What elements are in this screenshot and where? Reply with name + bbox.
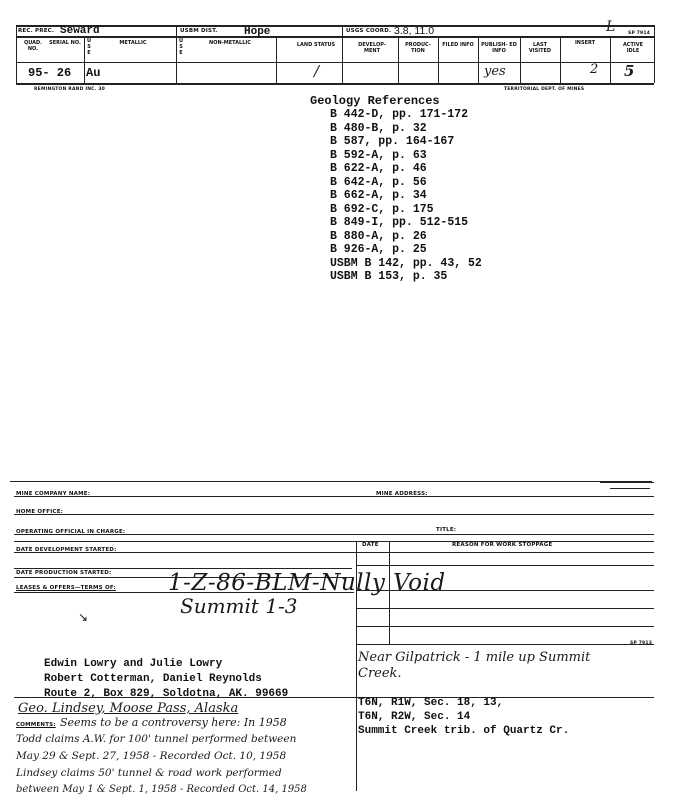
comments-line-4: Lindsey claims 50' tunnel & road work performed bbox=[16, 767, 282, 779]
reference-item: USBM B 142, pp. 43, 52 bbox=[330, 256, 482, 270]
location-handwriting-2: Creek. bbox=[358, 666, 402, 681]
form-number-lower: SP 7913 bbox=[630, 641, 653, 646]
usgs-coord-label: USGS COORD. bbox=[346, 28, 392, 34]
operating-official-label: OPERATING OFFICIAL IN CHARGE: bbox=[16, 529, 126, 535]
insert-label: INSERT bbox=[574, 40, 596, 46]
production-label: PRODUC- TION bbox=[405, 42, 431, 54]
location-typed-1: T6N, R1W, Sec. 18, 13, bbox=[358, 697, 504, 709]
comments-line-2: Todd claims A.W. for 100' tunnel performed between bbox=[16, 733, 297, 745]
owner-handwriting: Geo. Lindsey, Moose Pass, Alaska bbox=[18, 701, 239, 716]
home-office-label: HOME OFFICE: bbox=[16, 509, 64, 515]
comments-label: COMMENTS: bbox=[16, 722, 56, 728]
location-typed-3: Summit Creek trib. of Quartz Cr. bbox=[358, 725, 570, 737]
reference-item: B 926-A, p. 25 bbox=[330, 243, 427, 256]
usbm-dist-value: Hope bbox=[244, 26, 271, 38]
date-production-label: DATE PRODUCTION STARTED: bbox=[16, 570, 112, 576]
reference-item: B 442-D, pp. 171-172 bbox=[330, 108, 469, 121]
reference-item: B 592-A, p. 63 bbox=[330, 148, 427, 162]
territorial-label: TERRITORIAL DEPT. OF MINES bbox=[504, 87, 585, 92]
owner-line-1: Edwin Lowry and Julie Lowry bbox=[44, 658, 223, 670]
owner-line-3: Route 2, Box 829, Soldotna, AK. 99669 bbox=[44, 688, 289, 700]
quad-value: 95- 26 bbox=[28, 66, 72, 80]
quad-label: QUAD. NO. bbox=[23, 40, 43, 52]
use-metallic: U S E bbox=[86, 38, 92, 56]
mine-company-label: MINE COMPANY NAME: bbox=[16, 491, 91, 497]
date-development-label: DATE DEVELOPMENT STARTED: bbox=[16, 547, 117, 553]
comments-line-5: between May 1 & Sept. 1, 1958 - Recorded Oct. 14, 1958 bbox=[16, 784, 307, 795]
comments-line-3: May 29 & Sept. 27, 1958 - Recorded Oct. 10, 1958 bbox=[16, 750, 287, 762]
references-heading: Geology References bbox=[310, 94, 440, 108]
geology-references bbox=[310, 94, 482, 283]
owner-line-2: Robert Cotterman, Daniel Reynolds bbox=[44, 673, 262, 685]
rec-prec-label: REC. PREC. bbox=[18, 28, 55, 34]
last-visited-label: LAST VISITED bbox=[528, 42, 552, 54]
reference-item: B 480-B, p. 32 bbox=[330, 121, 427, 135]
form-number: SP 7914 bbox=[628, 31, 651, 36]
usbm-dist-label: USBM DIST. bbox=[180, 28, 218, 34]
title-label: TITLE: bbox=[436, 527, 457, 533]
usgs-coord-value: 3.8, 11.0 bbox=[394, 25, 435, 37]
reference-item: B 662-A, p. 34 bbox=[330, 189, 427, 202]
mine-address-label: MINE ADDRESS: bbox=[376, 491, 428, 497]
location-handwriting-1: Near Gilpatrick - 1 mile up Summit bbox=[358, 650, 591, 665]
active-value: 5 bbox=[624, 62, 635, 80]
development-label: DEVELOP- MENT bbox=[358, 42, 386, 54]
filed-info-label: FILED INFO bbox=[442, 42, 474, 48]
use-nonmetallic: U S E bbox=[178, 38, 184, 56]
development-value: / bbox=[314, 62, 320, 80]
printer-label: REMINGTON RAND INC. 30 bbox=[34, 87, 105, 92]
reference-item: B 692-C, p. 175 bbox=[330, 202, 434, 216]
location-typed-2: T6N, R2W, Sec. 14 bbox=[358, 711, 471, 723]
metallic-label: METALLIC bbox=[119, 40, 147, 46]
reason-column-label: REASON FOR WORK STOPPAGE bbox=[452, 542, 553, 548]
reference-item: B 880-A, p. 26 bbox=[330, 229, 427, 243]
date-column-label: DATE bbox=[362, 542, 379, 548]
published-info-label: PUBLISH- ED INFO bbox=[481, 42, 517, 54]
serial-value: Au bbox=[86, 66, 101, 80]
leases-handwriting-1: 1-Z-86-BLM-Nully Void bbox=[168, 570, 446, 596]
published-value: yes bbox=[484, 64, 506, 79]
corner-mark: L bbox=[606, 19, 616, 35]
reference-item: B 622-A, p. 46 bbox=[330, 162, 427, 175]
tick-mark: ↘ bbox=[78, 610, 89, 624]
reference-item: B 849-I, pp. 512-515 bbox=[330, 216, 469, 229]
insert-value: 2 bbox=[590, 62, 599, 77]
active-idle-label: ACTIVE IDLE bbox=[622, 42, 644, 54]
reference-item: USBM B 153, p. 35 bbox=[330, 270, 448, 283]
rec-prec-value: Seward bbox=[60, 25, 100, 37]
serial-label: SERIAL NO. bbox=[49, 40, 81, 46]
land-status-label: LAND STATUS bbox=[296, 42, 336, 48]
reference-item: B 642-A, p. 56 bbox=[330, 175, 427, 189]
leases-label: LEASES & OFFERS—TERMS OF: bbox=[16, 585, 116, 591]
comments-line-1: Seems to be a controversy here: In 1958 bbox=[60, 716, 287, 729]
leases-handwriting-2: Summit 1-3 bbox=[180, 594, 298, 618]
nonmetallic-label: NON-METALLIC bbox=[209, 40, 251, 46]
reference-item: B 587, pp. 164-167 bbox=[330, 135, 455, 148]
